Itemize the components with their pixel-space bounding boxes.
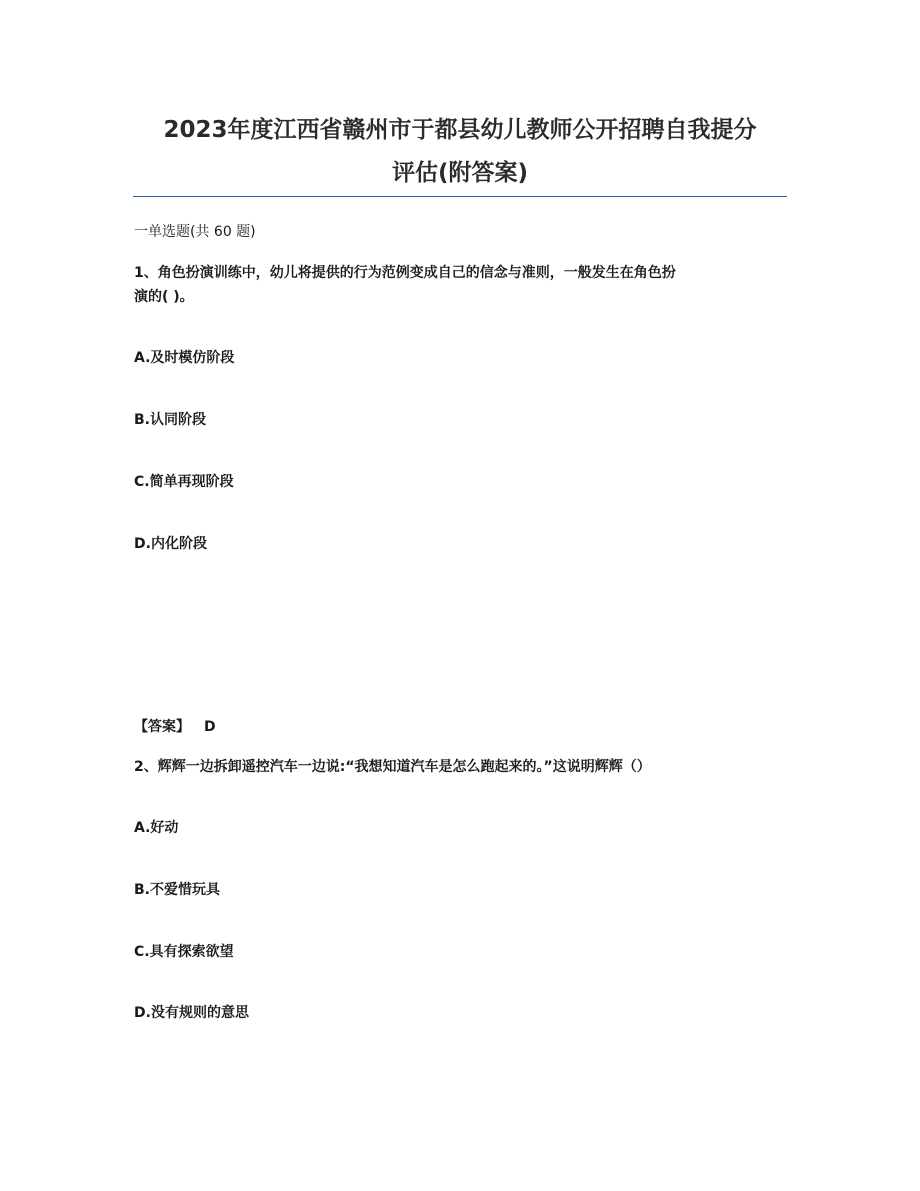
document-title-line-1: 2023年度江西省赣州市于都县幼儿教师公开招聘自我提分 (163, 117, 757, 143)
question-2-option-d: D.没有规则的意思 (134, 1005, 249, 1021)
question-2-option-a: A.好动 (134, 820, 179, 836)
question-1-option-a: A.及时模仿阶段 (134, 350, 235, 366)
question-1-stem-line-1: 1、角色扮演训练中，幼儿将提供的行为范例变成自己的信念与准则，一般发生在角色扮 (134, 265, 676, 281)
question-2-stem: 2、辉辉一边拆卸遥控汽车一边说:“我想知道汽车是怎么跑起来的。”这说明辉辉（） (134, 759, 651, 775)
section-heading: 一单选题(共 60 题) (134, 224, 256, 240)
question-1-answer (134, 717, 216, 737)
question-1-option-c: C.简单再现阶段 (134, 474, 234, 490)
answer-value: D (204, 719, 216, 735)
question-2-option-b: B.不爱惜玩具 (134, 882, 220, 898)
title-divider (133, 196, 787, 197)
answer-label: 【答案】 (134, 719, 190, 735)
question-2-option-c: C.具有探索欲望 (134, 944, 234, 960)
document-title-line-2: 评估(附答案) (391, 160, 529, 186)
question-1-option-b: B.认同阶段 (134, 412, 206, 428)
question-1-stem-line-2: 演的( )。 (134, 289, 194, 305)
question-1-option-d: D.内化阶段 (134, 536, 207, 552)
